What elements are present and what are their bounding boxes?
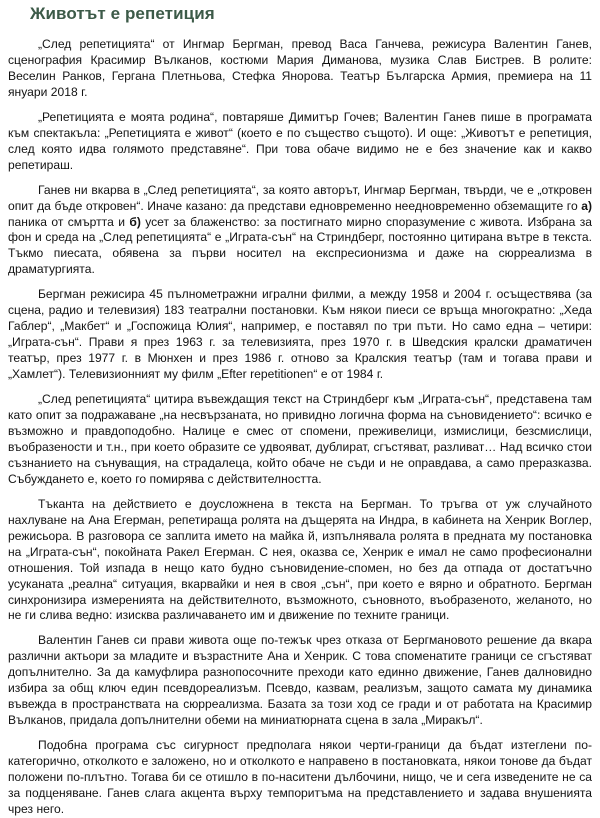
paragraph-3-segment-1: Ганев ни вкарва в „След репетицията“, за която авторът, Ингмар Бергман, твърди, че е „откровен опит да бъде откровен“. Иначе казано: да представи едновременно неедновременно обземащите го [8,182,592,213]
paragraph-2: „Репетицията е моята родина“, повтаряше Димитър Гочев; Валентин Ганев пише в програмата към спектакъла: „Репетицията е живот“ (което е по същество същото). И още: „Животът е репетиция, след която идва голямото представяне“. При това обаче видимо не е без значение как и какво репетираш. [8,109,592,172]
paragraph-8: Подобна програма със сигурност предполага някои черти-граници да бъдат изтеглени по-категорично, отколкото е заложено, но и отколкото е направено в постановката, някои тонове да бъдат положени по-плътно. Тогава би се отишло в по-наситени дълбочини, нищо, че и сега изведените не са за подценяване. Ганев слага акцента върху темпоритъма на представлението и задава внушенията чрез него. [8,738,592,816]
paragraph-3-segment-3: усет за блаженство: за постигнато мирно споразумение с живота. Избрана за фон и среда на „След репетицията“ е „Играта-сън“ на Стриндберг, постоянно цитирана вътре в текста. Тъкмо пиесата, обявена за първи носител на експресионизма и даже на сюрреализма в драматургията. [8,214,592,277]
paragraph-6: Тъканта на действието е доусложнена в текста на Бергман. То тръгва от уж случайното нахлуване на Ана Егерман, репетираща ролята на дъщерята на Индра, в кабинета на Хенрик Воглер, режисьора. В разговора се заплита името на майка й, изпълнявала ролята в предната му постановка на „Играта-сън“, покойната Ракел Егерман. С нея, оказва се, Хенрик е имал не само професионални отношения. Той изпада в нещо като будно съновидение-спомен, но без да отпада от достатъчно усуканата „реална“ ситуация, вкарвайки и нея в своя „сън“, при което е вярно и обратното. Бергман синхронизира измеренията на действителното, възможното, съновното, въобразеното, желаното, но не ги слива ведно: изисква различаването им и движение по техните граници. [8,496,592,623]
paragraph-7: Валентин Ганев си прави живота още по-тежък чрез отказа от Бергмановото решение да вкара различни актьори за младите и възрастните Ана и Хенрик. С това споменатите граници се сгъстяват допълнително. За да камуфлира разнопосочните преходи като единно движение, Ганев далновидно избира за общ ключ един псевдореализъм. Псевдо, казвам, реализъм, защото самата му динамика въвежда в пространствата на сюрреализма. Базата за този ход се гради и от работата на Красимир Вълканов, придала допълнителни обеми на миниатюрната сцена в зала „Миракъл“. [8,633,592,728]
page-title: Животът е репетиция [30,4,215,23]
paragraph-1: „След репетицията“ от Ингмар Бергман, превод Васа Ганчева, режисура Валентин Ганев, сценография Красимир Вълканов, костюми Мария Диманова, музика Слав Бистрев. В ролите: Веселин Ранков, Гергана Плетньова, Стефка Янорова. Театър Българска Армия, премиера на 11 януари 2018 г. [8,37,592,99]
paragraph-3-segment-2: паника от смъртта и [8,214,130,229]
document-body [8,37,592,818]
paragraph-5: „След репетицията“ цитира въвеждащия текст на Стриндберг към „Играта-сън“, представена там като опит за подражаване „на несвързаната, но привидно логична форма на съновидението“: всичко е възможно и правдоподобно. Налице е смес от спомени, преживелици, измислици, безсмислици, въобразености и т.н., при което образите се удвояват, дублират, сгъстяват, разливат… Над всичко стои съзнанието на сънуващия, на страдалеца, който обаче не съди и не оправдава, а само преразказва. Събуждането е, което го помирява с действителността. [8,392,592,486]
paragraph-3-marker-a: а) [581,198,592,213]
paragraph-4: Бергман режисира 45 пълнометражни игрални филми, а между 1958 и 2004 г. осъществява (за сцена, радио и телевизия) 183 театрални постановки. Към някои пиеси се връща многократно: „Хеда Габлер“, „Макбет“ и „Госпожица Юлия“, например, е поставял по три пъти. Но само една – четири: „Играта-сън“. Прави я през 1963 г. за телевизията, през 1970 г. в Шведския кралски драматичен театър, през 1977 г. в Мюнхен и през 1986 г. отново за Кралския театър (там и тогава прави и „Хамлет“). Телевизионният му филм „Efter repetitionen“ е от 1984 г. [8,287,592,382]
paragraph-3-marker-b: б) [129,214,141,229]
paragraph-3 [8,183,592,279]
